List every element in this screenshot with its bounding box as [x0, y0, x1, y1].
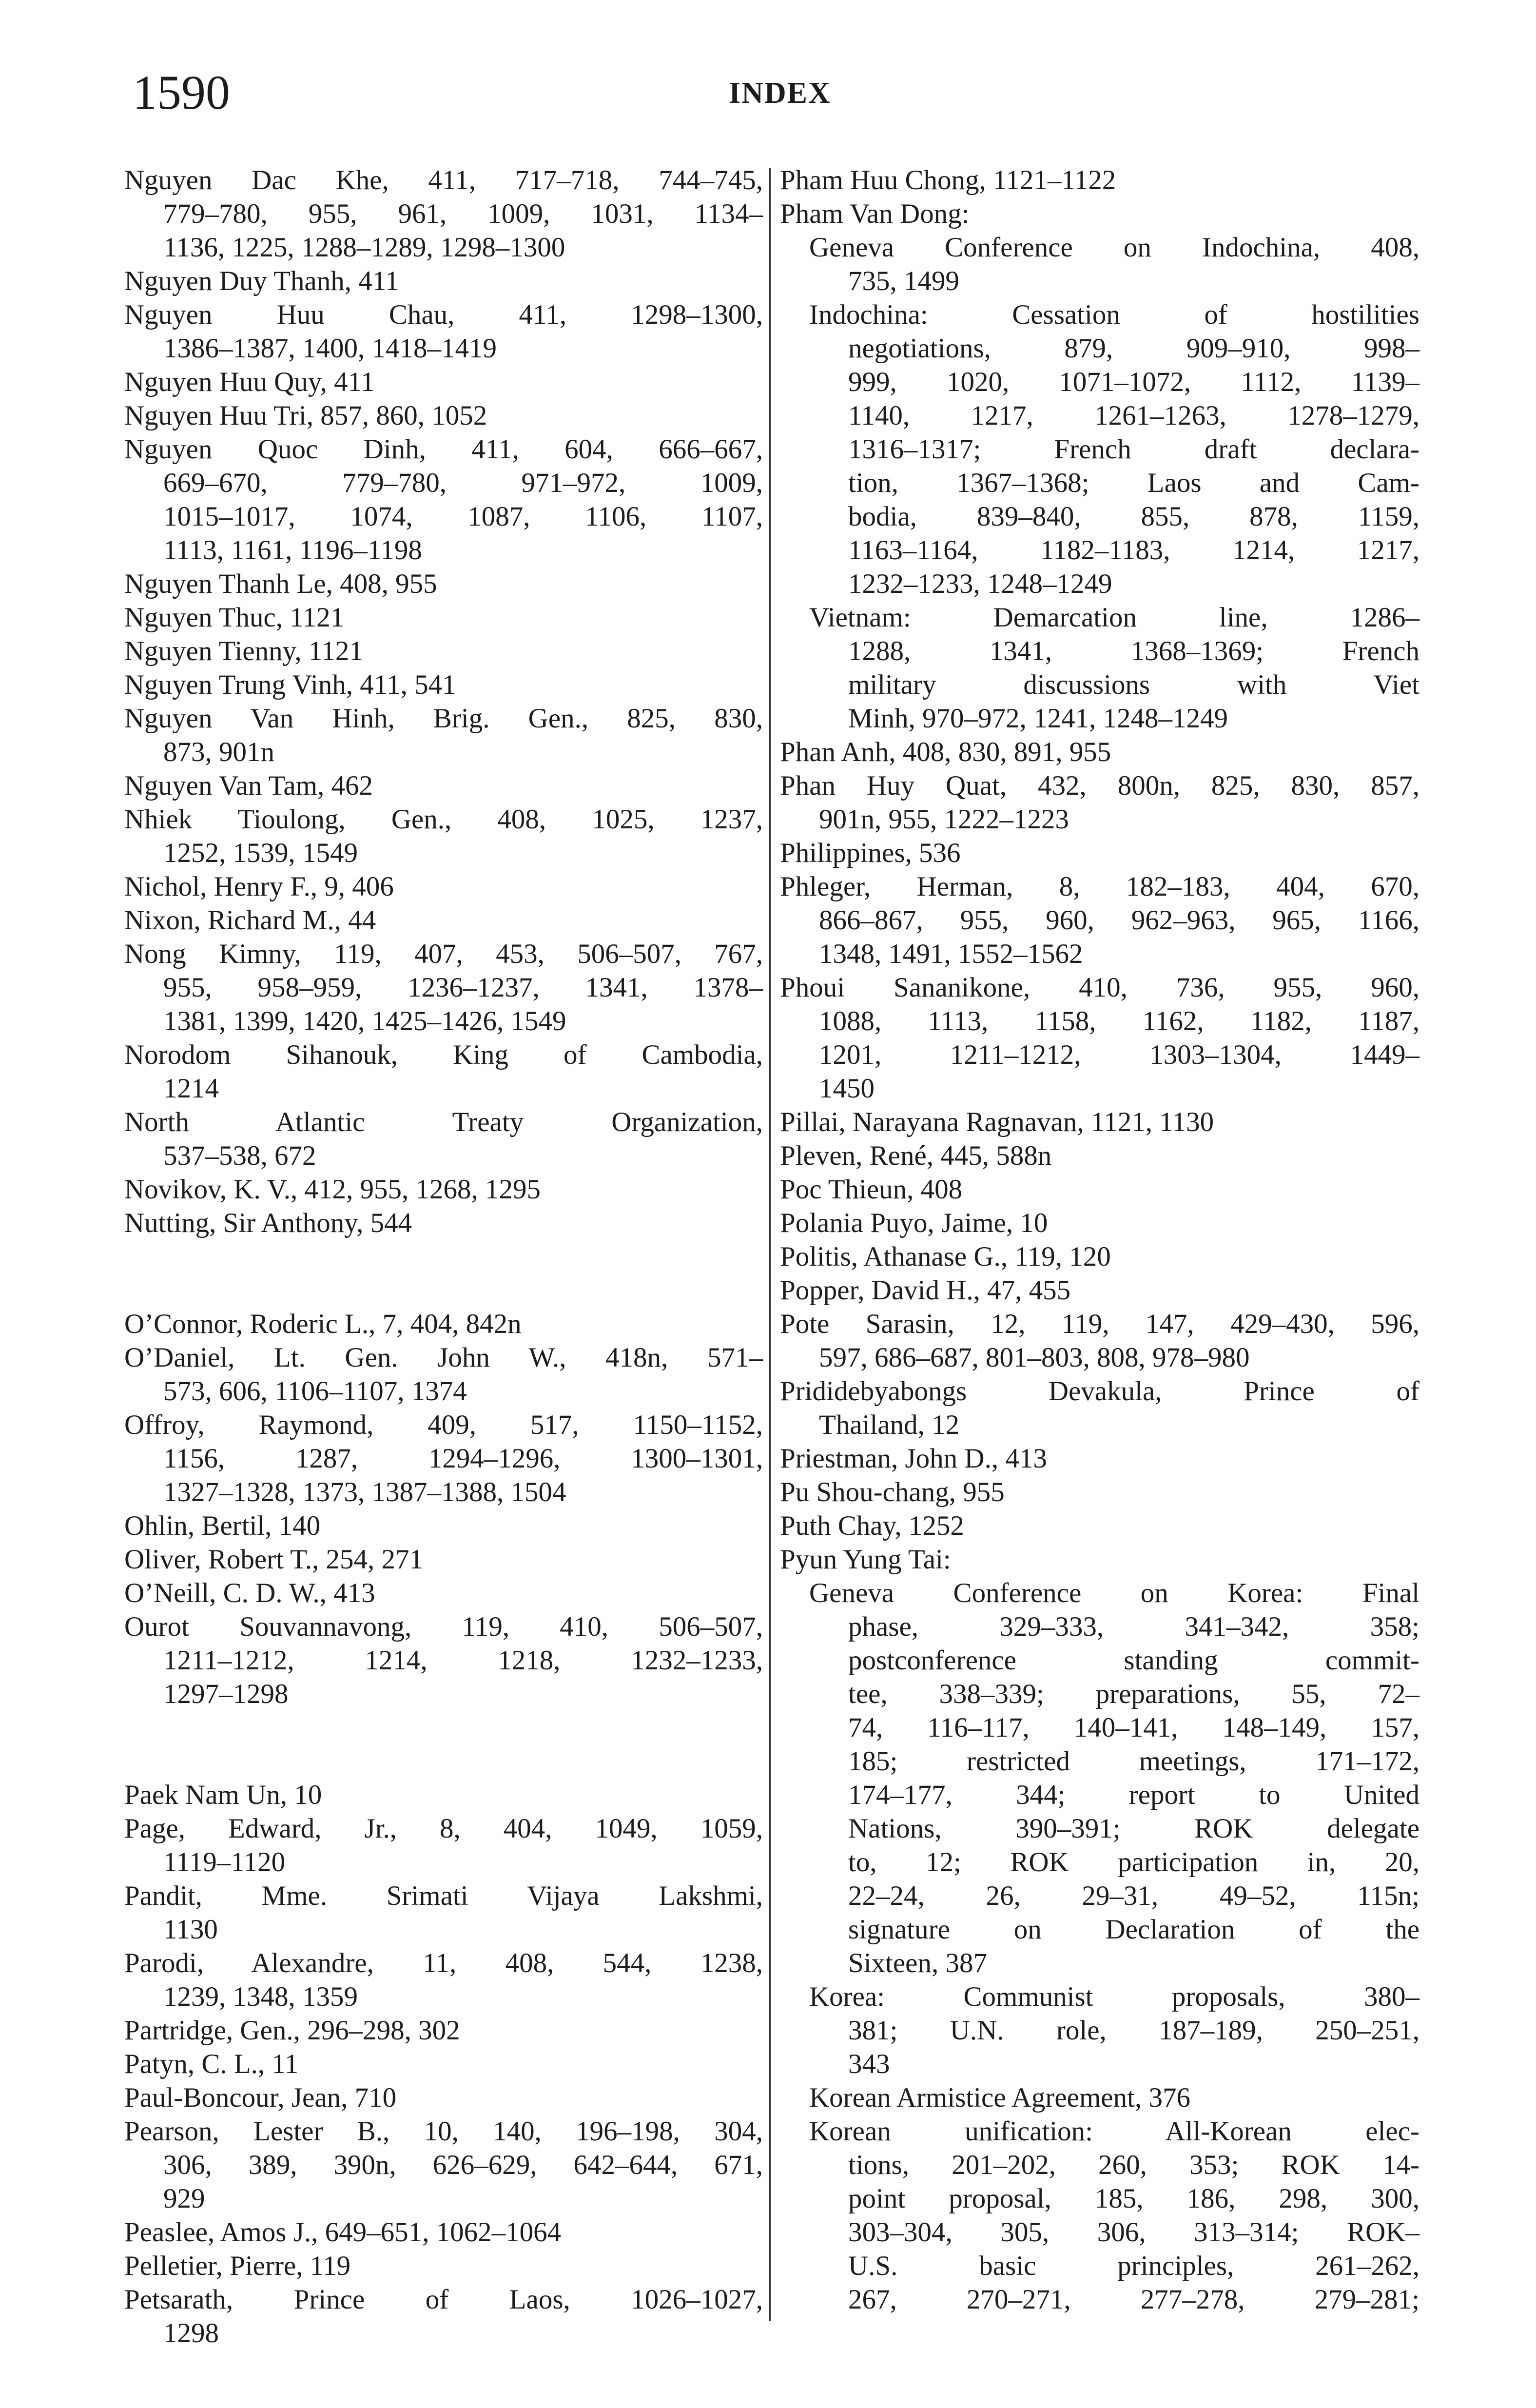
- index-entry-line: Phan Huy Quat, 432, 800n, 825, 830, 857,: [780, 770, 1419, 801]
- index-continuation-line: 1156, 1287, 1294–1296, 1300–1301,: [163, 1443, 763, 1474]
- index-entry-line: Nguyen Huu Quy, 411: [124, 367, 375, 397]
- index-continuation-line: Korean unification: All-Korean elec-: [809, 2116, 1419, 2147]
- index-continuation-line: postconference standing commit-: [848, 1645, 1419, 1676]
- right-column: [780, 163, 1419, 2316]
- index-continuation-line: 343: [848, 2049, 890, 2079]
- index-continuation-line: 1130: [163, 1914, 218, 1945]
- index-continuation-line: 1140, 1217, 1261–1263, 1278–1279,: [848, 400, 1419, 431]
- index-entry-line: Pillai, Narayana Ragnavan, 1121, 1130: [780, 1107, 1214, 1137]
- index-entry-line: Nguyen Thuc, 1121: [124, 602, 345, 633]
- index-entry-line: Pleven, René, 445, 588n: [780, 1140, 1052, 1171]
- index-entry-line: Pyun Yung Tai:: [780, 1544, 951, 1575]
- index-continuation-line: negotiations, 879, 909–910, 998–: [848, 333, 1419, 364]
- index-entry-line: Philippines, 536: [780, 838, 961, 868]
- index-continuation-line: 779–780, 955, 961, 1009, 1031, 1134–: [163, 198, 763, 229]
- running-header: INDEX: [729, 77, 831, 110]
- index-continuation-line: 1298: [163, 2318, 219, 2349]
- index-entry-line: Nguyen Huu Tri, 857, 860, 1052: [124, 400, 487, 431]
- index-continuation-line: 306, 389, 390n, 626–629, 642–644, 671,: [163, 2150, 763, 2180]
- index-continuation-line: to, 12; ROK participation in, 20,: [848, 1847, 1419, 1878]
- index-continuation-line: 1163–1164, 1182–1183, 1214, 1217,: [848, 535, 1419, 566]
- index-entry-line: Priestman, John D., 413: [780, 1443, 1047, 1474]
- index-entry-line: Phleger, Herman, 8, 182–183, 404, 670,: [780, 871, 1419, 902]
- index-continuation-line: 1201, 1211–1212, 1303–1304, 1449–: [819, 1039, 1419, 1070]
- index-continuation-line: 1348, 1491, 1552–1562: [819, 939, 1083, 969]
- index-entry-line: O’Connor, Roderic L., 7, 404, 842n: [124, 1309, 522, 1339]
- index-continuation-line: Korean Armistice Agreement, 376: [809, 2082, 1190, 2113]
- index-continuation-line: Thailand, 12: [819, 1410, 960, 1440]
- index-entry-line: Nixon, Richard M., 44: [124, 905, 376, 936]
- index-continuation-line: 866–867, 955, 960, 962–963, 965, 1166,: [819, 905, 1419, 936]
- index-continuation-line: 74, 116–117, 140–141, 148–149, 157,: [848, 1712, 1419, 1743]
- index-entry-line: Paek Nam Un, 10: [124, 1780, 322, 1810]
- index-continuation-line: Geneva Conference on Indochina, 408,: [809, 232, 1419, 263]
- index-entry-line: Prididebyabongs Devakula, Prince of: [780, 1376, 1419, 1407]
- index-entry-line: O’Neill, C. D. W., 413: [124, 1578, 375, 1608]
- index-continuation-line: 999, 1020, 1071–1072, 1112, 1139–: [848, 367, 1419, 397]
- index-continuation-line: U.S. basic principles, 261–262,: [848, 2251, 1419, 2281]
- index-continuation-line: 669–670, 779–780, 971–972, 1009,: [163, 468, 763, 498]
- index-entry-line: Pelletier, Pierre, 119: [124, 2251, 351, 2281]
- index-continuation-line: Sixteen, 387: [848, 1948, 987, 1978]
- index-entry-line: Nutting, Sir Anthony, 544: [124, 1208, 412, 1238]
- index-continuation-line: 1232–1233, 1248–1249: [848, 568, 1112, 599]
- index-continuation-line: 873, 901n: [163, 737, 274, 767]
- index-entry-line: Ohlin, Bertil, 140: [124, 1510, 321, 1541]
- index-continuation-line: 1316–1317; French draft declara-: [848, 434, 1419, 465]
- index-entry-line: Nhiek Tioulong, Gen., 408, 1025, 1237,: [124, 804, 763, 835]
- index-entry-line: Pearson, Lester B., 10, 140, 196–198, 304,: [124, 2116, 763, 2147]
- index-continuation-line: 1113, 1161, 1196–1198: [163, 535, 422, 566]
- index-entry-line: Peaslee, Amos J., 649–651, 1062–1064: [124, 2217, 562, 2248]
- index-continuation-line: 1381, 1399, 1420, 1425–1426, 1549: [163, 1006, 566, 1037]
- index-entry-line: Nguyen Duy Thanh, 411: [124, 266, 399, 296]
- index-continuation-line: bodia, 839–840, 855, 878, 1159,: [848, 501, 1419, 532]
- index-continuation-line: 174–177, 344; report to United: [848, 1780, 1419, 1810]
- section-gap: [124, 1711, 763, 1778]
- section-gap: [124, 1240, 763, 1307]
- index-entry-line: Pham Huu Chong, 1121–1122: [780, 165, 1116, 196]
- index-continuation-line: 1239, 1348, 1359: [163, 1981, 358, 2012]
- index-entry-line: Phan Anh, 408, 830, 891, 955: [780, 737, 1111, 767]
- index-entry-line: Offroy, Raymond, 409, 517, 1150–1152,: [124, 1410, 763, 1440]
- index-continuation-line: 573, 606, 1106–1107, 1374: [163, 1376, 467, 1407]
- index-continuation-line: 597, 686–687, 801–803, 808, 978–980: [819, 1342, 1250, 1373]
- index-entry-line: Norodom Sihanouk, King of Cambodia,: [124, 1039, 763, 1070]
- index-entry-line: Nguyen Thanh Le, 408, 955: [124, 568, 437, 599]
- index-continuation-line: Korea: Communist proposals, 380–: [809, 1981, 1419, 2012]
- index-entry-line: Petsarath, Prince of Laos, 1026–1027,: [124, 2284, 763, 2315]
- index-continuation-line: 22–24, 26, 29–31, 49–52, 115n;: [848, 1880, 1419, 1911]
- index-entry-line: Pote Sarasin, 12, 119, 147, 429–430, 596,: [780, 1309, 1419, 1339]
- index-entry-line: Paul-Boncour, Jean, 710: [124, 2082, 397, 2113]
- index-continuation-line: 1119–1120: [163, 1847, 286, 1878]
- index-continuation-line: Vietnam: Demarcation line, 1286–: [809, 602, 1419, 633]
- index-continuation-line: Minh, 970–972, 1241, 1248–1249: [848, 703, 1228, 734]
- index-entry-line: Nguyen Van Tam, 462: [124, 770, 373, 801]
- index-entry-line: Poc Thieun, 408: [780, 1174, 963, 1205]
- index-entry-line: Ourot Souvannavong, 119, 410, 506–507,: [124, 1611, 763, 1642]
- index-entry-line: Novikov, K. V., 412, 955, 1268, 1295: [124, 1174, 541, 1205]
- column-divider: [769, 168, 771, 2321]
- index-entry-line: Nguyen Van Hinh, Brig. Gen., 825, 830,: [124, 703, 763, 734]
- index-continuation-line: 955, 958–959, 1236–1237, 1341, 1378–: [163, 972, 763, 1003]
- index-entry-line: Pandit, Mme. Srimati Vijaya Lakshmi,: [124, 1880, 763, 1911]
- index-continuation-line: 1252, 1539, 1549: [163, 838, 358, 868]
- index-entry-line: Pham Van Dong:: [780, 198, 970, 229]
- index-entry-line: Popper, David H., 47, 455: [780, 1275, 1071, 1306]
- index-continuation-line: signature on Declaration of the: [848, 1914, 1419, 1945]
- index-entry-line: Nguyen Huu Chau, 411, 1298–1300,: [124, 299, 763, 330]
- index-continuation-line: 1088, 1113, 1158, 1162, 1182, 1187,: [819, 1006, 1419, 1037]
- index-continuation-line: 381; U.N. role, 187–189, 250–251,: [848, 2015, 1419, 2046]
- index-continuation-line: 537–538, 672: [163, 1140, 316, 1171]
- index-continuation-line: Nations, 390–391; ROK delegate: [848, 1813, 1419, 1844]
- index-continuation-line: 735, 1499: [848, 266, 959, 296]
- index-entry-line: Parodi, Alexandre, 11, 408, 544, 1238,: [124, 1948, 763, 1978]
- index-entry-line: Oliver, Robert T., 254, 271: [124, 1544, 424, 1575]
- index-continuation-line: 1327–1328, 1373, 1387–1388, 1504: [163, 1477, 566, 1507]
- index-continuation-line: 1450: [819, 1073, 875, 1104]
- index-entry-line: North Atlantic Treaty Organization,: [124, 1107, 763, 1137]
- page-number: 1590: [133, 65, 230, 119]
- index-continuation-line: 1015–1017, 1074, 1087, 1106, 1107,: [163, 501, 763, 532]
- index-entry-line: Nong Kimny, 119, 407, 453, 506–507, 767,: [124, 939, 763, 969]
- index-entry-line: Phoui Sananikone, 410, 736, 955, 960,: [780, 972, 1419, 1003]
- index-continuation-line: 1211–1212, 1214, 1218, 1232–1233,: [163, 1645, 763, 1676]
- index-entry-line: Polania Puyo, Jaime, 10: [780, 1208, 1048, 1238]
- index-continuation-line: phase, 329–333, 341–342, 358;: [848, 1611, 1419, 1642]
- index-continuation-line: Indochina: Cessation of hostilities: [809, 299, 1419, 330]
- index-continuation-line: 185; restricted meetings, 171–172,: [848, 1746, 1419, 1777]
- index-continuation-line: 1136, 1225, 1288–1289, 1298–1300: [163, 232, 565, 263]
- index-continuation-line: tions, 201–202, 260, 353; ROK 14-: [848, 2150, 1419, 2180]
- index-continuation-line: tion, 1367–1368; Laos and Cam-: [848, 468, 1419, 498]
- index-entry-line: Patyn, C. L., 11: [124, 2049, 299, 2079]
- index-entry-line: Politis, Athanase G., 119, 120: [780, 1241, 1111, 1272]
- index-entry-line: O’Daniel, Lt. Gen. John W., 418n, 571–: [124, 1342, 763, 1373]
- index-entry-line: Nguyen Trung Vinh, 411, 541: [124, 669, 456, 700]
- index-entry-line: Page, Edward, Jr., 8, 404, 1049, 1059,: [124, 1813, 763, 1844]
- index-continuation-line: 1386–1387, 1400, 1418–1419: [163, 333, 497, 364]
- index-continuation-line: 303–304, 305, 306, 313–314; ROK–: [848, 2217, 1419, 2248]
- index-continuation-line: 929: [163, 2183, 205, 2214]
- index-entry-line: Partridge, Gen., 296–298, 302: [124, 2015, 460, 2046]
- index-continuation-line: military discussions with Viet: [848, 669, 1419, 700]
- left-column: [124, 163, 763, 2350]
- index-entry-line: Pu Shou-chang, 955: [780, 1477, 1005, 1507]
- index-continuation-line: 1297–1298: [163, 1679, 289, 1709]
- index-entry-line: Nichol, Henry F., 9, 406: [124, 871, 394, 902]
- index-continuation-line: point proposal, 185, 186, 298, 300,: [848, 2183, 1419, 2214]
- index-continuation-line: Geneva Conference on Korea: Final: [809, 1578, 1419, 1608]
- index-entry-line: Nguyen Tienny, 1121: [124, 636, 363, 666]
- index-entry-line: Puth Chay, 1252: [780, 1510, 964, 1541]
- index-continuation-line: 267, 270–271, 277–278, 279–281;: [848, 2284, 1419, 2315]
- index-continuation-line: 901n, 955, 1222–1223: [819, 804, 1069, 835]
- index-continuation-line: 1288, 1341, 1368–1369; French: [848, 636, 1419, 666]
- index-continuation-line: 1214: [163, 1073, 219, 1104]
- index-continuation-line: tee, 338–339; preparations, 55, 72–: [848, 1679, 1419, 1709]
- index-entry-line: Nguyen Dac Khe, 411, 717–718, 744–745,: [124, 165, 763, 196]
- index-entry-line: Nguyen Quoc Dinh, 411, 604, 666–667,: [124, 434, 763, 465]
